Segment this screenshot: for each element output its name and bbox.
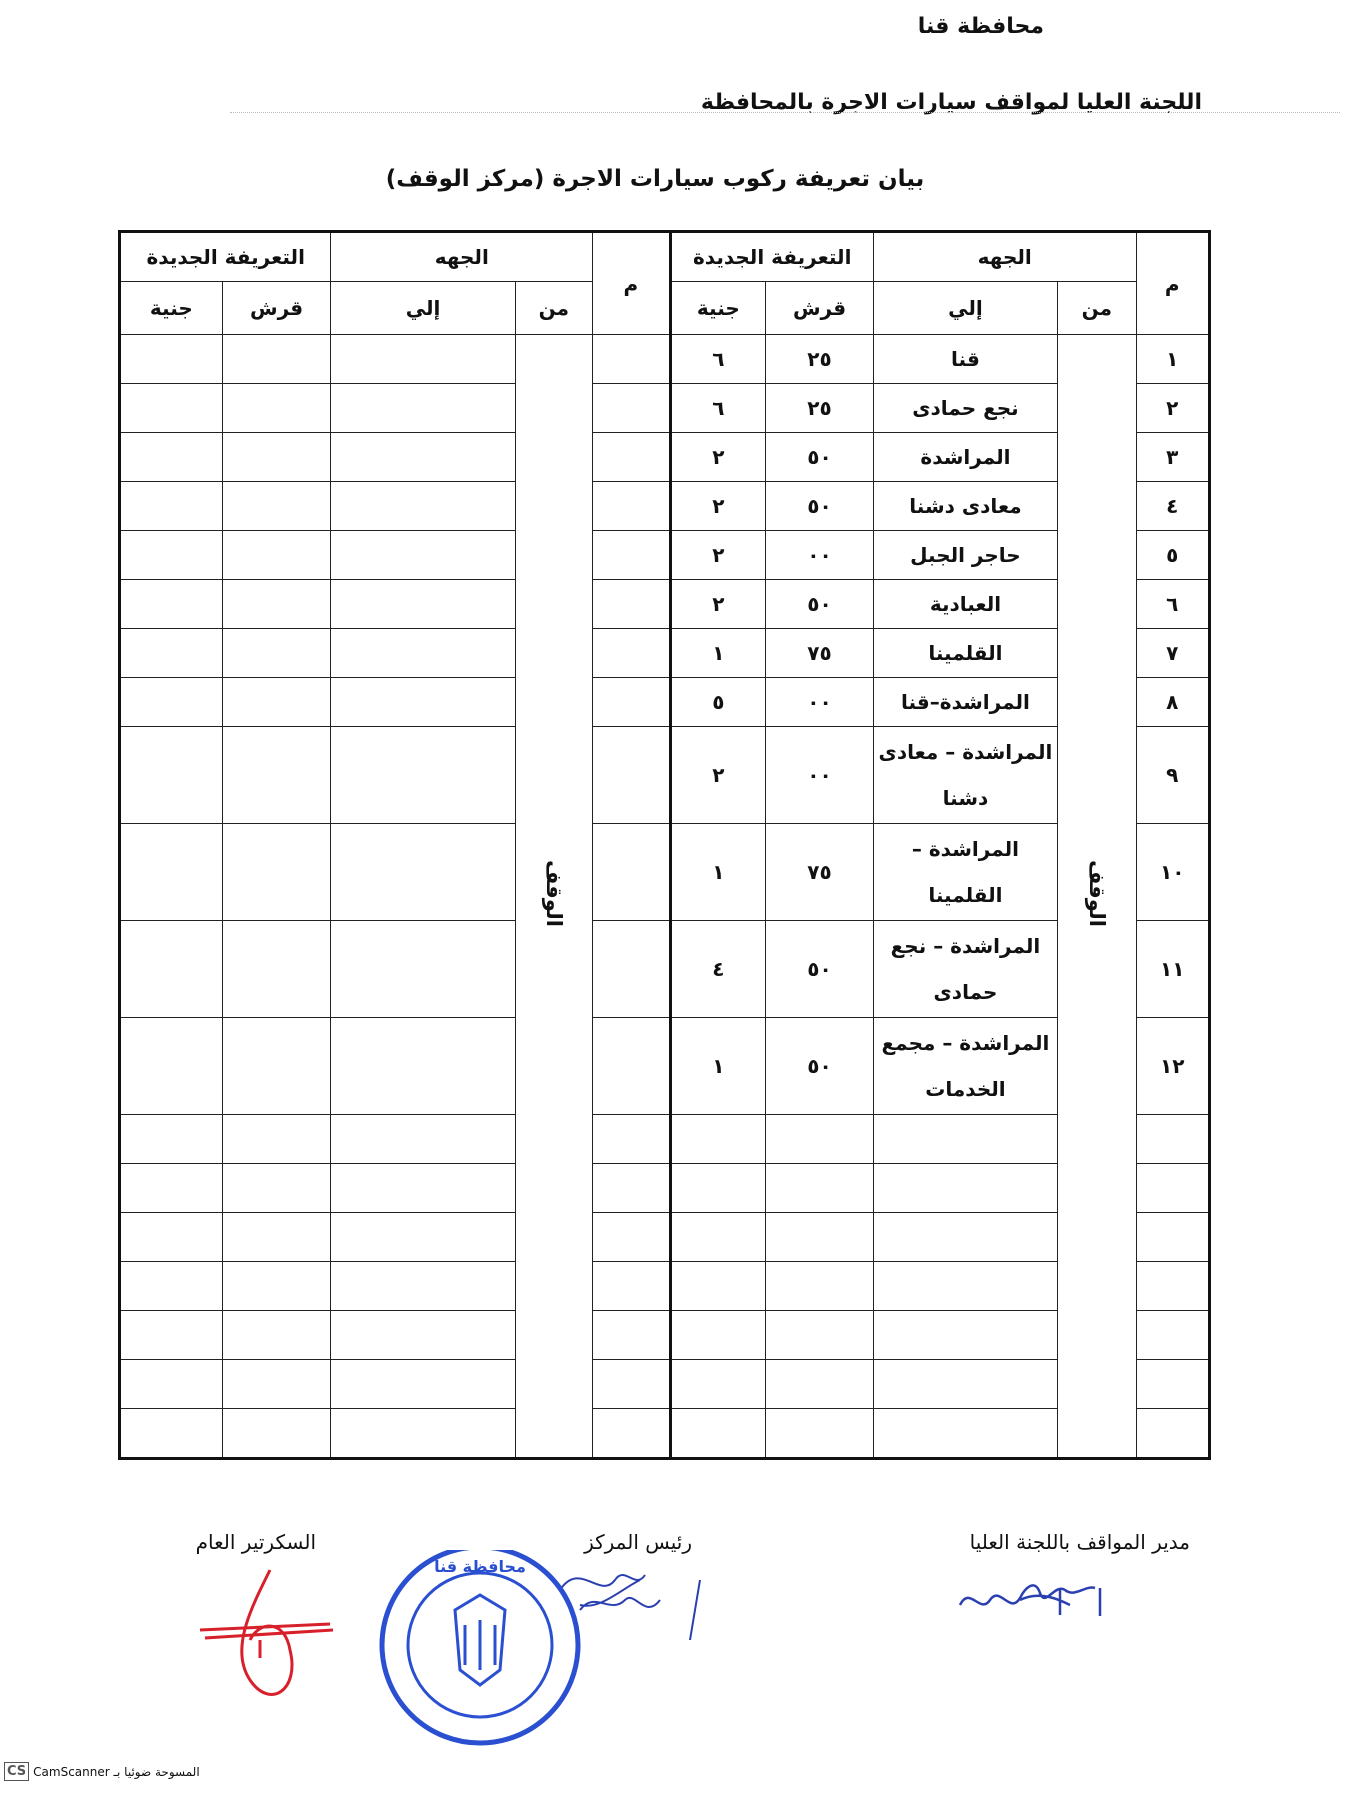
to-cell	[873, 1115, 1057, 1164]
table-row	[120, 1213, 1210, 1262]
piasters-cell-2	[222, 1115, 331, 1164]
to-cell-2	[331, 482, 515, 531]
piasters-cell: ٥٠	[766, 433, 874, 482]
pounds-cell-2	[120, 921, 223, 1018]
to-cell	[873, 1409, 1057, 1459]
piasters-cell-2	[222, 1164, 331, 1213]
stamp-text: محافظة قنا	[434, 1557, 526, 1576]
table-row	[120, 1409, 1210, 1459]
piasters-cell: ٥٠	[766, 580, 874, 629]
pounds-cell: ١	[670, 629, 766, 678]
committee-name: اللجنة العليا لمواقف سيارات الاجرة بالمحافظة	[700, 90, 1202, 115]
piasters-cell: ٢٥	[766, 384, 874, 433]
to-cell: القلمينا	[873, 629, 1057, 678]
pounds-cell: ١	[670, 1018, 766, 1115]
to-cell	[873, 1213, 1057, 1262]
piasters-cell-2	[222, 335, 331, 384]
header-new-tariff-2: التعريفة الجديدة	[120, 232, 331, 282]
to-cell-2	[331, 1409, 515, 1459]
table-row	[120, 335, 1210, 384]
piasters-cell	[766, 1164, 874, 1213]
pounds-cell-2	[120, 335, 223, 384]
table-row	[120, 824, 1210, 921]
manager-signature-label: مدير المواقف باللجنة العليا	[969, 1530, 1190, 1554]
table-row	[120, 580, 1210, 629]
header-to-2: إلي	[331, 282, 515, 335]
to-cell: المراشدة – معادى دشنا	[873, 727, 1057, 824]
to-cell	[873, 1262, 1057, 1311]
table-row	[120, 727, 1210, 824]
row-number: ١	[1136, 335, 1209, 384]
pounds-cell	[670, 1311, 766, 1360]
header-new-tariff: التعريفة الجديدة	[670, 232, 873, 282]
to-cell-2	[331, 727, 515, 824]
table-row	[120, 1311, 1210, 1360]
pounds-cell-2	[120, 1409, 223, 1459]
piasters-cell: ٠٠	[766, 531, 874, 580]
row-number-2	[593, 433, 670, 482]
header-num: م	[1136, 232, 1209, 335]
piasters-cell	[766, 1409, 874, 1459]
row-number-2	[593, 482, 670, 531]
row-number-2	[593, 678, 670, 727]
table-row	[120, 1018, 1210, 1115]
dotted-divider	[230, 112, 1340, 113]
manager-signature	[960, 1585, 1100, 1616]
from-value: الوقف	[1084, 859, 1109, 927]
pounds-cell-2	[120, 580, 223, 629]
piasters-cell-2	[222, 384, 331, 433]
row-number-2	[593, 384, 670, 433]
from-cell	[1058, 335, 1137, 1459]
row-number	[1136, 1311, 1209, 1360]
header-piasters-2: قرش	[222, 282, 331, 335]
piasters-cell-2	[222, 629, 331, 678]
row-number-2	[593, 1360, 670, 1409]
to-cell-2	[331, 629, 515, 678]
piasters-cell-2	[222, 678, 331, 727]
piasters-cell: ٥٠	[766, 482, 874, 531]
table-row	[120, 921, 1210, 1018]
to-cell-2	[331, 580, 515, 629]
piasters-cell: ٢٥	[766, 335, 874, 384]
row-number: ١٠	[1136, 824, 1209, 921]
piasters-cell-2	[222, 580, 331, 629]
camscanner-text: CamScanner المسوحة ضوئيا بـ	[33, 1764, 200, 1779]
piasters-cell	[766, 1115, 874, 1164]
row-number: ٤	[1136, 482, 1209, 531]
table-row	[120, 531, 1210, 580]
to-cell-2	[331, 921, 515, 1018]
to-cell: معادى دشنا	[873, 482, 1057, 531]
table-row	[120, 629, 1210, 678]
from-value-2: الوقف	[541, 859, 566, 927]
row-number: ٩	[1136, 727, 1209, 824]
pounds-cell: ٢	[670, 482, 766, 531]
header-from: من	[1058, 282, 1137, 335]
piasters-cell-2	[222, 531, 331, 580]
pounds-cell: ٥	[670, 678, 766, 727]
pounds-cell: ٢	[670, 433, 766, 482]
to-cell-2	[331, 1018, 515, 1115]
to-cell-2	[331, 335, 515, 384]
piasters-cell-2	[222, 433, 331, 482]
table-row	[120, 1262, 1210, 1311]
pounds-cell: ٦	[670, 335, 766, 384]
piasters-cell-2	[222, 1213, 331, 1262]
to-cell: العبادية	[873, 580, 1057, 629]
pounds-cell: ٢	[670, 727, 766, 824]
row-number: ١١	[1136, 921, 1209, 1018]
governorate-name: محافظة قنا	[917, 14, 1044, 39]
piasters-cell: ٧٥	[766, 629, 874, 678]
pounds-cell-2	[120, 1360, 223, 1409]
piasters-cell-2	[222, 824, 331, 921]
to-cell: المراشدة – القلمينا	[873, 824, 1057, 921]
secretary-signature	[200, 1570, 333, 1694]
piasters-cell: ٠٠	[766, 678, 874, 727]
pounds-cell: ٦	[670, 384, 766, 433]
piasters-cell: ٧٥	[766, 824, 874, 921]
row-number-2	[593, 1018, 670, 1115]
pounds-cell: ١	[670, 824, 766, 921]
pounds-cell-2	[120, 727, 223, 824]
pounds-cell-2	[120, 531, 223, 580]
pounds-cell-2	[120, 433, 223, 482]
table-row	[120, 384, 1210, 433]
header-num-2: م	[593, 232, 670, 335]
row-number: ١٢	[1136, 1018, 1209, 1115]
secretary-signature-label: السكرتير العام	[195, 1530, 316, 1554]
pounds-cell-2	[120, 824, 223, 921]
to-cell-2	[331, 1164, 515, 1213]
piasters-cell-2	[222, 1311, 331, 1360]
pounds-cell	[670, 1262, 766, 1311]
header-from-2: من	[515, 282, 592, 335]
camscanner-logo-icon: CS	[4, 1762, 29, 1781]
to-cell-2	[331, 1311, 515, 1360]
table-row	[120, 1115, 1210, 1164]
row-number	[1136, 1213, 1209, 1262]
piasters-cell-2	[222, 1018, 331, 1115]
pounds-cell: ٢	[670, 580, 766, 629]
row-number-2	[593, 1115, 670, 1164]
to-cell: نجع حمادى	[873, 384, 1057, 433]
table-row	[120, 482, 1210, 531]
row-number-2	[593, 1164, 670, 1213]
pounds-cell-2	[120, 384, 223, 433]
pounds-cell: ٤	[670, 921, 766, 1018]
table-row	[120, 433, 1210, 482]
to-cell: قنا	[873, 335, 1057, 384]
piasters-cell	[766, 1213, 874, 1262]
to-cell-2	[331, 531, 515, 580]
row-number-2	[593, 727, 670, 824]
row-number: ٣	[1136, 433, 1209, 482]
pounds-cell-2	[120, 1213, 223, 1262]
pounds-cell-2	[120, 629, 223, 678]
piasters-cell-2	[222, 1360, 331, 1409]
pounds-cell-2	[120, 1262, 223, 1311]
to-cell-2	[331, 384, 515, 433]
table-row	[120, 678, 1210, 727]
pounds-cell	[670, 1360, 766, 1409]
header-pounds-2: جنية	[120, 282, 223, 335]
row-number-2	[593, 580, 670, 629]
row-number: ٦	[1136, 580, 1209, 629]
to-cell: المراشدة – نجع حمادى	[873, 921, 1057, 1018]
header-piasters: قرش	[766, 282, 874, 335]
to-cell-2	[331, 1360, 515, 1409]
piasters-cell-2	[222, 482, 331, 531]
header-pounds: جنية	[670, 282, 766, 335]
to-cell	[873, 1360, 1057, 1409]
camscanner-footer	[4, 1762, 200, 1781]
to-cell: المراشدة	[873, 433, 1057, 482]
piasters-cell: ٥٠	[766, 921, 874, 1018]
pounds-cell	[670, 1164, 766, 1213]
pounds-cell-2	[120, 1164, 223, 1213]
row-number-2	[593, 1262, 670, 1311]
official-stamp	[382, 1550, 578, 1743]
to-cell	[873, 1311, 1057, 1360]
pounds-cell-2	[120, 678, 223, 727]
row-number-2	[593, 824, 670, 921]
pounds-cell	[670, 1409, 766, 1459]
piasters-cell	[766, 1311, 874, 1360]
header-direction: الجهه	[873, 232, 1136, 282]
document-title: بيان تعريفة ركوب سيارات الاجرة (مركز الوقف)	[385, 166, 925, 192]
row-number: ٨	[1136, 678, 1209, 727]
row-number-2	[593, 1409, 670, 1459]
to-cell: المراشدة–قنا	[873, 678, 1057, 727]
center-head-signature-label: رئيس المركز	[584, 1530, 692, 1554]
to-cell: حاجر الجبل	[873, 531, 1057, 580]
row-number	[1136, 1115, 1209, 1164]
pounds-cell-2	[120, 482, 223, 531]
pounds-cell-2	[120, 1311, 223, 1360]
piasters-cell-2	[222, 1409, 331, 1459]
row-number-2	[593, 1213, 670, 1262]
piasters-cell-2	[222, 921, 331, 1018]
to-cell-2	[331, 433, 515, 482]
pounds-cell	[670, 1115, 766, 1164]
from-cell-2	[515, 335, 592, 1459]
row-number-2	[593, 335, 670, 384]
row-number	[1136, 1164, 1209, 1213]
center-head-signature	[560, 1575, 700, 1640]
piasters-cell-2	[222, 1262, 331, 1311]
piasters-cell: ٥٠	[766, 1018, 874, 1115]
signatures-and-stamp	[0, 1550, 1364, 1770]
row-number-2	[593, 629, 670, 678]
row-number: ٥	[1136, 531, 1209, 580]
header-direction-2: الجهه	[331, 232, 593, 282]
row-number-2	[593, 921, 670, 1018]
table-body	[120, 335, 1210, 1459]
table-row	[120, 1164, 1210, 1213]
to-cell-2	[331, 824, 515, 921]
to-cell-2	[331, 1262, 515, 1311]
piasters-cell	[766, 1262, 874, 1311]
to-cell: المراشدة – مجمع الخدمات	[873, 1018, 1057, 1115]
tariff-table	[118, 230, 1211, 1460]
to-cell-2	[331, 1213, 515, 1262]
piasters-cell	[766, 1360, 874, 1409]
to-cell	[873, 1164, 1057, 1213]
pounds-cell-2	[120, 1115, 223, 1164]
row-number	[1136, 1409, 1209, 1459]
row-number: ٧	[1136, 629, 1209, 678]
row-number-2	[593, 1311, 670, 1360]
row-number	[1136, 1360, 1209, 1409]
piasters-cell-2	[222, 727, 331, 824]
row-number-2	[593, 531, 670, 580]
pounds-cell-2	[120, 1018, 223, 1115]
row-number: ٢	[1136, 384, 1209, 433]
table-row	[120, 1360, 1210, 1409]
pounds-cell	[670, 1213, 766, 1262]
row-number	[1136, 1262, 1209, 1311]
piasters-cell: ٠٠	[766, 727, 874, 824]
header-to: إلي	[873, 282, 1057, 335]
to-cell-2	[331, 678, 515, 727]
pounds-cell: ٢	[670, 531, 766, 580]
to-cell-2	[331, 1115, 515, 1164]
